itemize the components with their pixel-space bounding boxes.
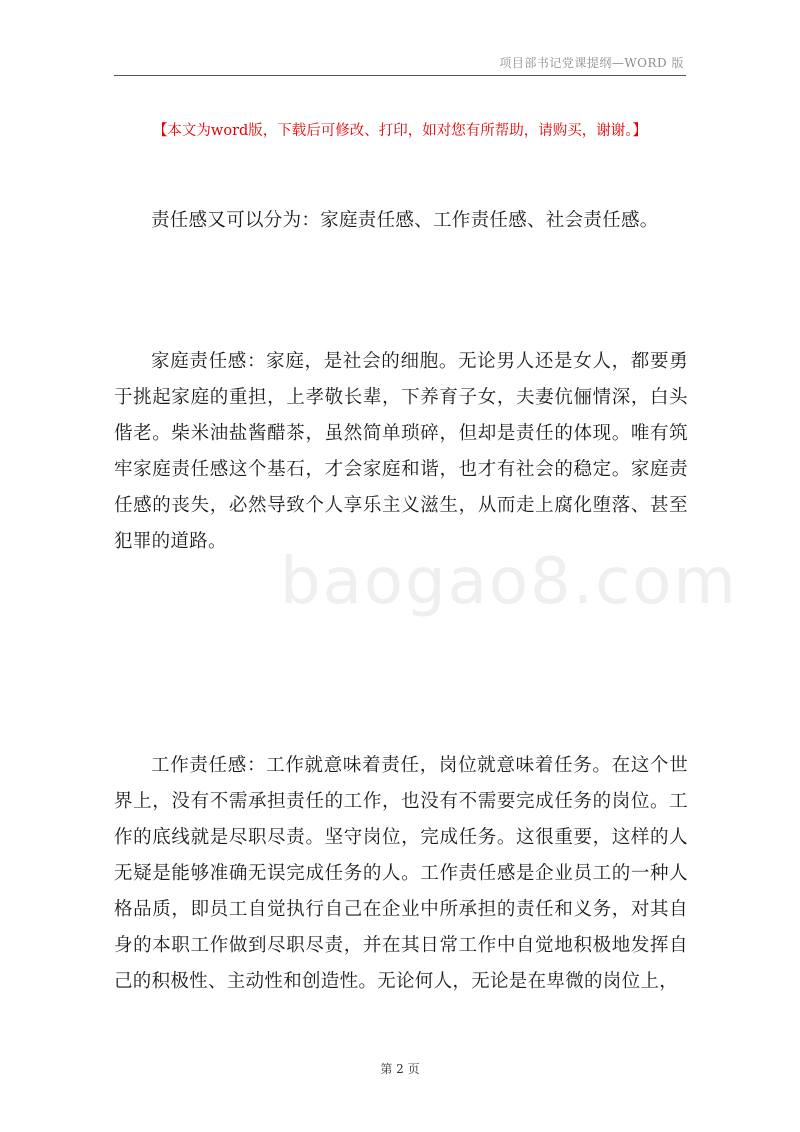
purchase-notice: 【本文为word版，下载后可修改、打印，如对您有所帮助，请购买，谢谢。】	[152, 123, 648, 139]
paragraph-family-responsibility: 家庭责任感：家庭，是社会的细胞。无论男人还是女人，都要勇于挑起家庭的重担，上孝敬长辈，下养育子女，夫妻伉俪情深，白头偕老。柴米油盐酱醋茶，虽然简单琐碎，但却是责任的体现。唯有筑牢家庭责任感这个基石，才会家庭和谐，也才有社会的稳定。家庭责任感的丧失，必然导致个人享乐主义滋生，从而走上腐化堕落、甚至犯罪的道路。	[114, 351, 688, 552]
page-number: 第 2 页	[380, 1062, 420, 1076]
paragraph-work-responsibility: 工作责任感：工作就意味着责任，岗位就意味着任务。在这个世界上，没有不需承担责任的工作，也没有不需要完成任务的岗位。工作的底线就是尽职尽责。坚守岗位，完成任务。这很重要，这样的人无疑是能够准确无误完成任务的人。工作责任感是企业员工的一种人格品质，即员工自觉执行自己在企业中所承担的责任和义务，对其自身的本职工作做到尽职尽责，并在其日常工作中自觉地积极地发挥自己的积极性、主动性和创造性。无论何人，无论是在卑微的岗位上，	[114, 755, 688, 992]
document-header-title: 项目部书记党课提纲—WORD 版	[499, 56, 684, 70]
header-divider	[114, 75, 686, 76]
watermark: baogao8.com	[280, 545, 738, 619]
paragraph-responsibility-types: 责任感又可以分为：家庭责任感、工作责任感、社会责任感。	[151, 210, 659, 231]
